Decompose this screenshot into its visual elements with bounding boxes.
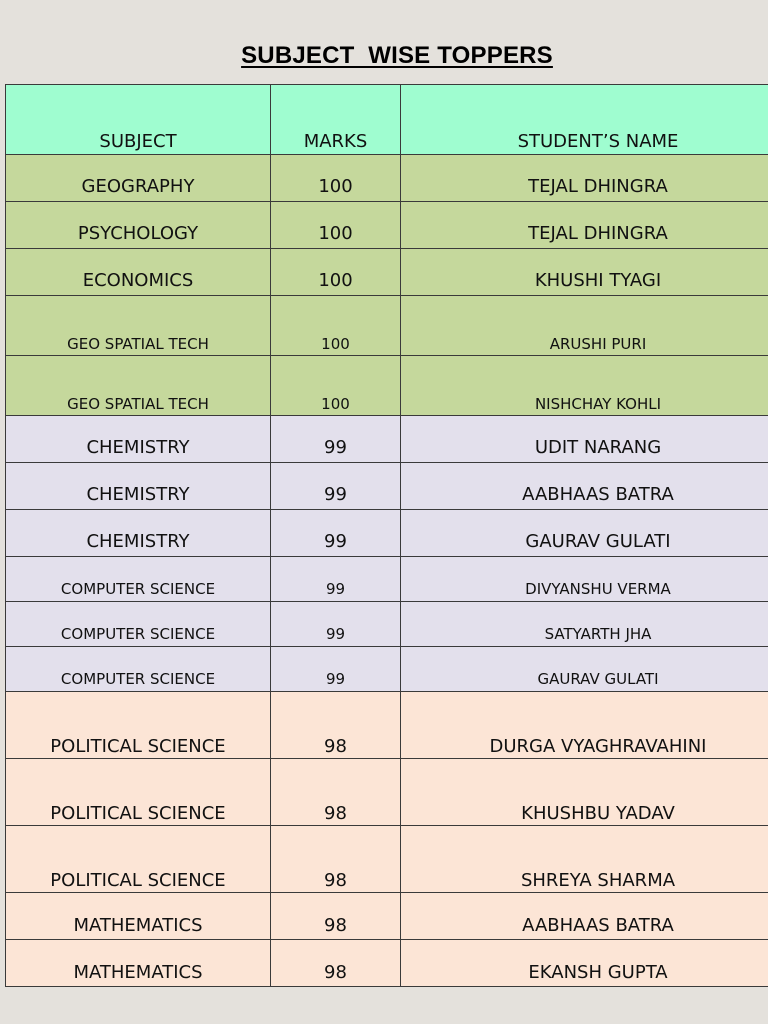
marks-cell: 99 xyxy=(271,463,401,510)
subject-cell: COMPUTER SCIENCE xyxy=(6,647,271,692)
student-name-cell: TEJAL DHINGRA xyxy=(401,202,768,249)
table-row xyxy=(6,463,768,510)
student-name-cell: DURGA VYAGHRAVAHINI xyxy=(401,692,768,759)
marks-cell: 98 xyxy=(271,692,401,759)
marks-cell: 99 xyxy=(271,416,401,463)
marks-cell: 99 xyxy=(271,557,401,602)
student-name-cell: GAURAV GULATI xyxy=(401,510,768,557)
marks-cell: 99 xyxy=(271,510,401,557)
page-title: SUBJECT WISE TOPPERS xyxy=(241,42,553,69)
student-name-cell: TEJAL DHINGRA xyxy=(401,155,768,202)
header-subject: SUBJECT xyxy=(6,85,271,155)
marks-cell: 100 xyxy=(271,249,401,296)
subject-cell: COMPUTER SCIENCE xyxy=(6,602,271,647)
table-row xyxy=(6,893,768,940)
subject-cell: GEOGRAPHY xyxy=(6,155,271,202)
table-row xyxy=(6,356,768,416)
table-row xyxy=(6,759,768,826)
subject-cell: MATHEMATICS xyxy=(6,940,271,987)
table-row xyxy=(6,155,768,202)
table-row xyxy=(6,249,768,296)
marks-cell: 100 xyxy=(271,296,401,356)
subject-cell: CHEMISTRY xyxy=(6,463,271,510)
table-row xyxy=(6,416,768,463)
student-name-cell: GAURAV GULATI xyxy=(401,647,768,692)
table-row xyxy=(6,557,768,602)
student-name-cell: KHUSHI TYAGI xyxy=(401,249,768,296)
student-name-cell: SATYARTH JHA xyxy=(401,602,768,647)
marks-cell: 100 xyxy=(271,155,401,202)
toppers-table xyxy=(5,84,768,987)
marks-cell: 99 xyxy=(271,647,401,692)
marks-cell: 99 xyxy=(271,602,401,647)
student-name-cell: KHUSHBU YADAV xyxy=(401,759,768,826)
student-name-cell: SHREYA SHARMA xyxy=(401,826,768,893)
student-name-cell: NISHCHAY KOHLI xyxy=(401,356,768,416)
subject-cell: CHEMISTRY xyxy=(6,510,271,557)
marks-cell: 98 xyxy=(271,893,401,940)
student-name-cell: DIVYANSHU VERMA xyxy=(401,557,768,602)
table-header-row xyxy=(6,85,768,155)
table-row xyxy=(6,692,768,759)
header-student-name: STUDENT’S NAME xyxy=(401,85,768,155)
marks-cell: 98 xyxy=(271,759,401,826)
marks-cell: 98 xyxy=(271,826,401,893)
header-marks: MARKS xyxy=(271,85,401,155)
subject-cell: POLITICAL SCIENCE xyxy=(6,692,271,759)
subject-cell: COMPUTER SCIENCE xyxy=(6,557,271,602)
table-row xyxy=(6,826,768,893)
subject-cell: PSYCHOLOGY xyxy=(6,202,271,249)
subject-cell: GEO SPATIAL TECH xyxy=(6,296,271,356)
marks-cell: 100 xyxy=(271,202,401,249)
table-row xyxy=(6,202,768,249)
table-row xyxy=(6,940,768,987)
subject-cell: ECONOMICS xyxy=(6,249,271,296)
subject-cell: CHEMISTRY xyxy=(6,416,271,463)
student-name-cell: UDIT NARANG xyxy=(401,416,768,463)
student-name-cell: AABHAAS BATRA xyxy=(401,463,768,510)
table-row xyxy=(6,510,768,557)
student-name-cell: AABHAAS BATRA xyxy=(401,893,768,940)
subject-cell: POLITICAL SCIENCE xyxy=(6,759,271,826)
marks-cell: 100 xyxy=(271,356,401,416)
marks-cell: 98 xyxy=(271,940,401,987)
subject-cell: POLITICAL SCIENCE xyxy=(6,826,271,893)
table-row xyxy=(6,602,768,647)
table-row xyxy=(6,296,768,356)
subject-cell: MATHEMATICS xyxy=(6,893,271,940)
subject-cell: GEO SPATIAL TECH xyxy=(6,356,271,416)
student-name-cell: EKANSH GUPTA xyxy=(401,940,768,987)
student-name-cell: ARUSHI PURI xyxy=(401,296,768,356)
table-row xyxy=(6,647,768,692)
